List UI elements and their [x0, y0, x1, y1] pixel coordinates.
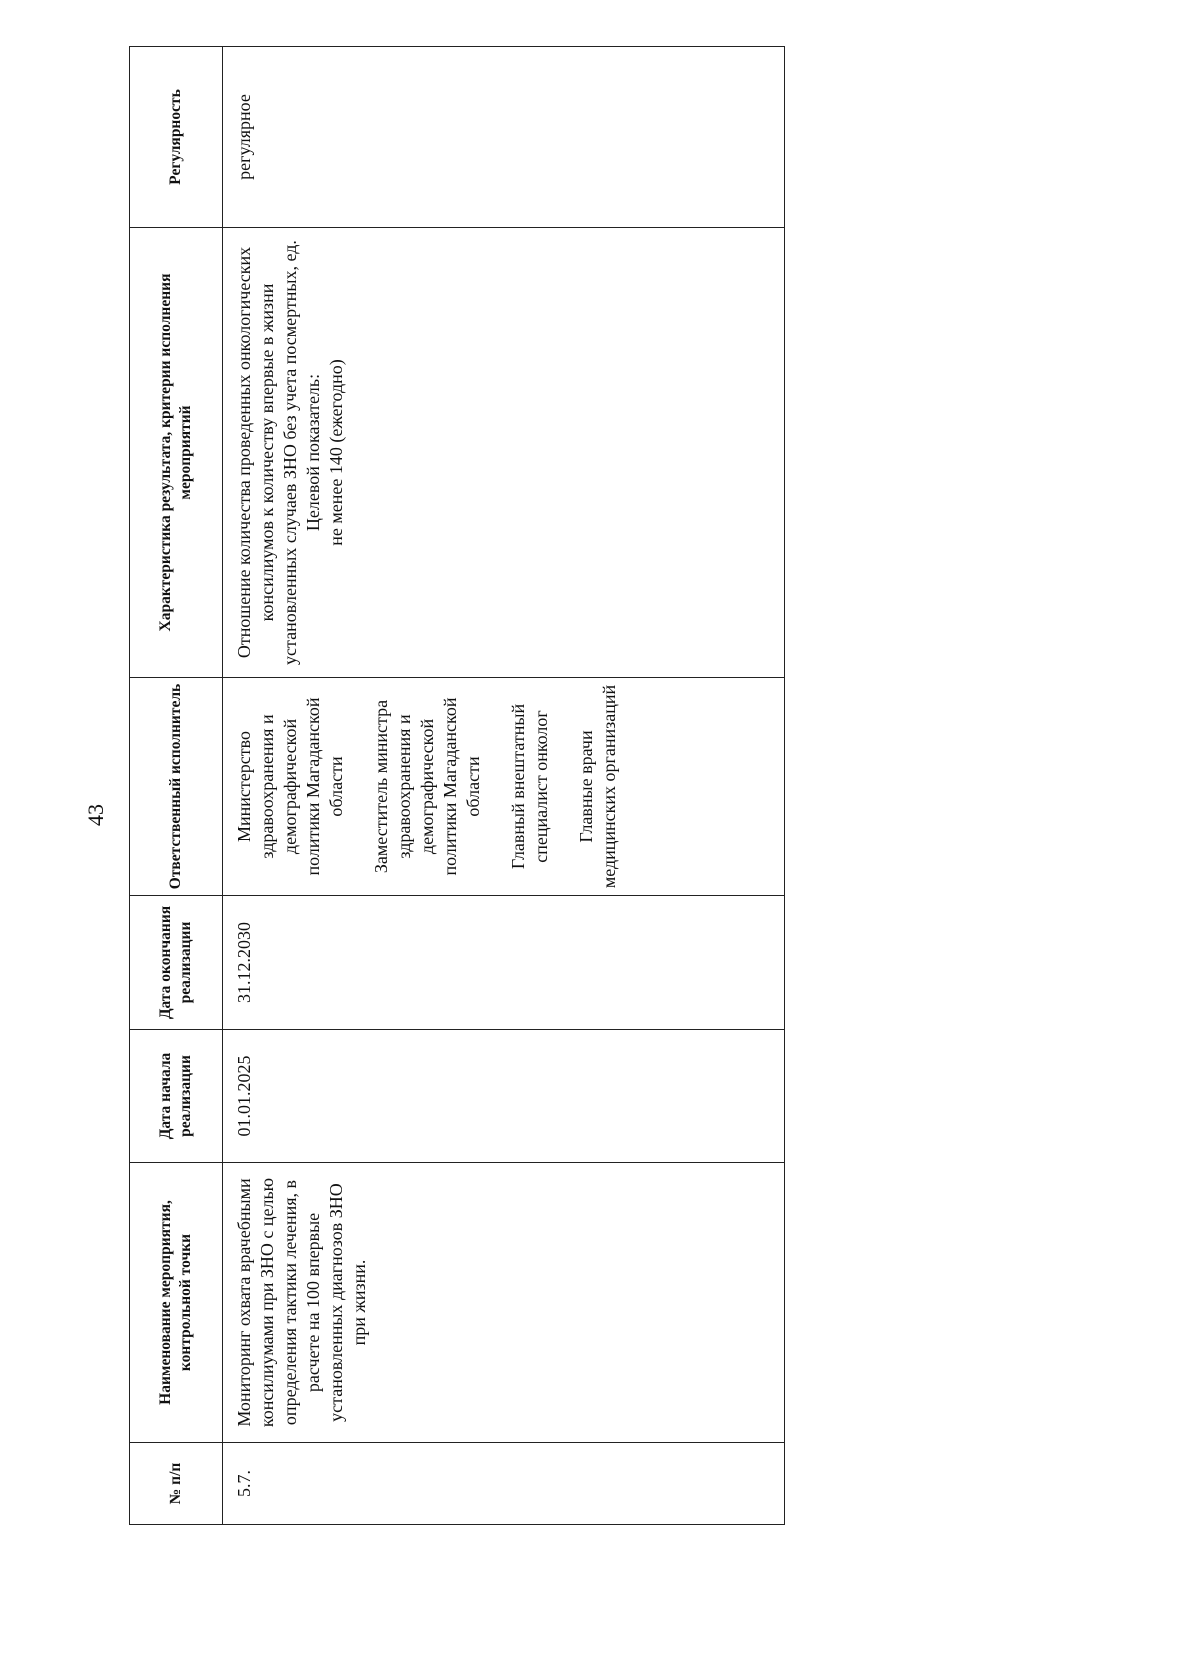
header-end-date: Дата окончания реализации — [130, 896, 223, 1030]
cell-result — [223, 228, 785, 678]
result-description: Отношение количества проведенных онкологических консилиумов к количеству впервые в жизни установленных случаев ЗНО без учета посмертных, ед. — [234, 240, 300, 665]
cell-regularity: регулярное — [223, 47, 785, 228]
header-responsible: Ответственный исполнитель — [130, 678, 223, 896]
responsible-ministry: Министерство здравоохранения и демографической политики Магаданской области — [234, 697, 346, 876]
rotated-table-container — [129, 47, 785, 1525]
header-start-date: Дата начала реализации — [130, 1030, 223, 1163]
table-header-row — [130, 47, 223, 1525]
responsible-chief-doctors: Главные врачи медицинских организаций — [576, 684, 619, 889]
responsible-chief-oncologist: Главный внештатный специалист онколог — [508, 703, 551, 870]
header-result: Характеристика результата, критерии исполнения мероприятий — [130, 228, 223, 678]
table-row — [223, 47, 785, 1525]
cell-start-date: 01.01.2025 — [223, 1030, 785, 1163]
cell-end-date: 31.12.2030 — [223, 896, 785, 1030]
header-num: № п/п — [130, 1443, 223, 1525]
action-plan-table — [129, 46, 785, 1525]
header-regularity: Регулярность — [130, 47, 223, 228]
result-target-label: Целевой показатель: — [303, 373, 323, 532]
cell-num: 5.7. — [223, 1443, 785, 1525]
header-name: Наименование мероприятия, контрольной точки — [130, 1163, 223, 1443]
cell-responsible — [223, 678, 785, 896]
result-target-value: не менее 140 (ежегодно) — [326, 359, 346, 546]
page-number: 43 — [83, 804, 108, 826]
responsible-deputy-minister: Заместитель министра здравоохранения и демографической политики Магаданской области — [371, 697, 483, 876]
cell-name: Мониторинг охвата врачебными консилиумами при ЗНО с целью определения тактики лечения, в расчете на 100 впервые установленных диагнозов ЗНО при жизни. — [223, 1163, 785, 1443]
